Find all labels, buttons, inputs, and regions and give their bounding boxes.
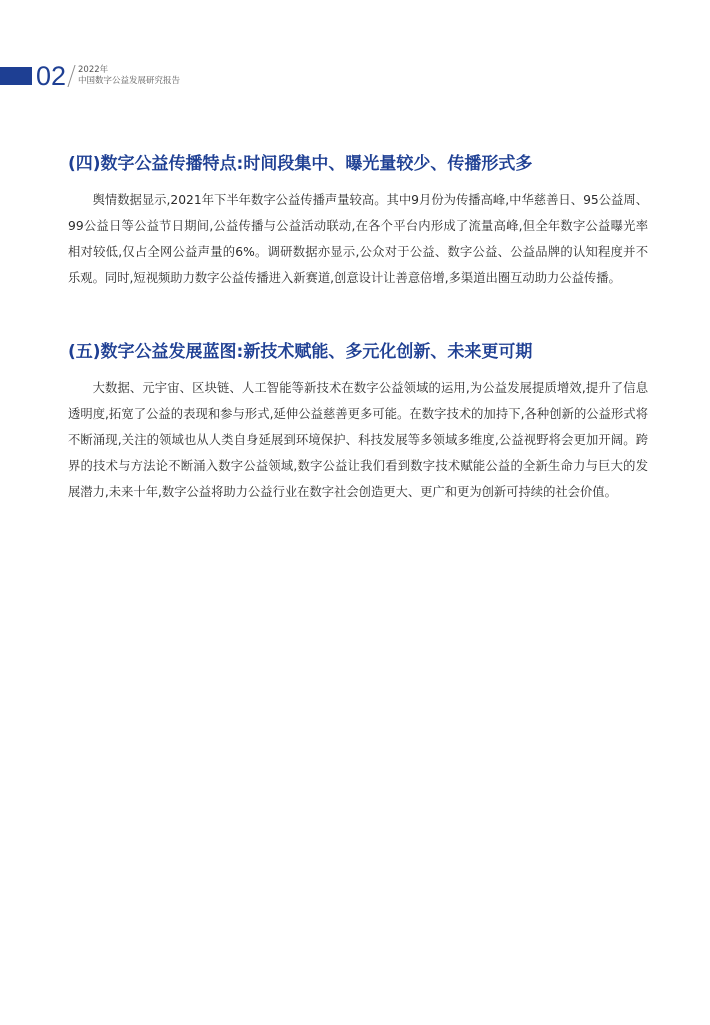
header-report-title: 中国数字公益发展研究报告	[78, 76, 181, 86]
section-paragraph: 舆情数据显示,2021年下半年数字公益传播声量较高。其中9月份为传播高峰,中华慈善日、95公益周、99公益日等公益节日期间,公益传播与公益活动联动,在各个平台内形成了流量高峰,但全年数字公益曝光率相对较低,仅占全网公益声量的6%。调研数据亦显示,公众对于公益、数字公益、公益品牌的认知程度并不乐观。同时,短视频助力数字公益传播进入新赛道,创意设计让善意倍增,多渠道出圈互动助力公益传播。	[68, 193, 648, 285]
header-accent-bar	[0, 67, 32, 85]
header-year: 2022年	[78, 65, 109, 75]
section-heading: (四)数字公益传播特点:时间段集中、曝光量较少、传播形式多	[68, 154, 533, 174]
section-communication-features	[68, 153, 648, 291]
section-paragraph: 大数据、元宇宙、区块链、人工智能等新技术在数字公益领域的运用,为公益发展提质增效,提升了信息透明度,拓宽了公益的表现和参与形式,延伸公益慈善更多可能。在数字技术的加持下,各种创新的公益形式将不断涌现,关注的领域也从人类自身延展到环境保护、科技发展等多领域多维度,公益视野将会更加开阔。跨界的技术与方法论不断涌入数字公益领域,数字公益让我们看到数字技术赋能公益的全新生命力与巨大的发展潜力,未来十年,数字公益将助力公益行业在数字社会创造更大、更广和更为创新可持续的社会价值。	[68, 381, 648, 499]
section-heading: (五)数字公益发展蓝图:新技术赋能、多元化创新、未来更可期	[68, 342, 533, 362]
header-divider	[67, 65, 75, 87]
running-header	[78, 65, 180, 87]
section-development-blueprint	[68, 341, 648, 505]
page-number: 02	[36, 61, 67, 91]
